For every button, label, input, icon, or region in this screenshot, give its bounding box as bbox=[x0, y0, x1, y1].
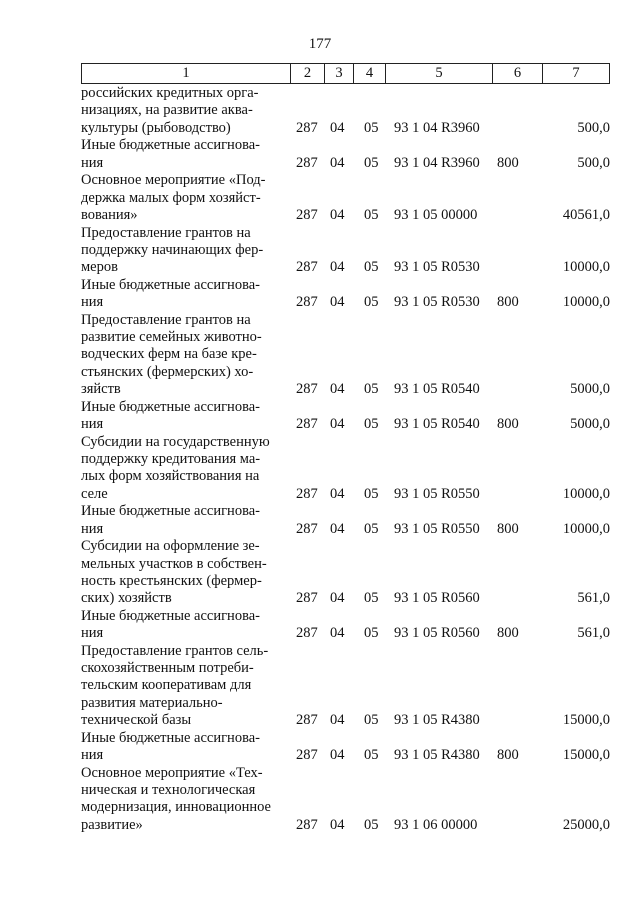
row-name-line: развитие семейных животно- bbox=[81, 329, 262, 346]
row-cell-c2: 287 bbox=[296, 485, 318, 502]
row-cell-c3: 04 bbox=[330, 415, 345, 432]
row-cell-c3: 04 bbox=[330, 119, 345, 136]
row-name-line: Субсидии на государственную bbox=[81, 433, 270, 450]
row-name-line: Иные бюджетные ассигнова- bbox=[81, 729, 260, 746]
row-cell-c2: 287 bbox=[296, 294, 318, 311]
row-cell-c2: 287 bbox=[296, 119, 318, 136]
table-row bbox=[81, 85, 610, 137]
table-row bbox=[81, 312, 610, 398]
row-cell-c4: 05 bbox=[364, 520, 379, 537]
row-cell-c3: 04 bbox=[330, 711, 345, 728]
row-cell-c6: 800 bbox=[497, 294, 519, 311]
row-name-line: Иные бюджетные ассигнова- bbox=[81, 276, 260, 293]
row-cell-c7: 5000,0 bbox=[570, 415, 610, 432]
row-cell-c7: 500,0 bbox=[577, 119, 610, 136]
row-name-line: ния bbox=[81, 625, 104, 642]
row-name-cell bbox=[81, 172, 281, 224]
row-cell-c6: 800 bbox=[497, 415, 519, 432]
row-cell-c6: 800 bbox=[497, 625, 519, 642]
row-name-line: лых форм хозяйствования на bbox=[81, 468, 260, 485]
row-cell-c4: 05 bbox=[364, 816, 379, 833]
row-name-line: низациях, на развитие аква- bbox=[81, 102, 253, 119]
row-name-line: Субсидии на оформление зе- bbox=[81, 538, 260, 555]
row-cell-c2: 287 bbox=[296, 206, 318, 223]
row-cell-c7: 10000,0 bbox=[562, 294, 610, 311]
row-cell-c4: 05 bbox=[364, 294, 379, 311]
row-name-line: тельским кооперативам для bbox=[81, 677, 252, 694]
row-name-line: поддержку начинающих фер- bbox=[81, 241, 264, 258]
row-name-cell bbox=[81, 225, 281, 277]
row-name-line: Предоставление грантов на bbox=[81, 224, 251, 241]
row-name-line: ния bbox=[81, 520, 104, 537]
row-name-cell bbox=[81, 277, 281, 312]
row-name-cell bbox=[81, 434, 281, 503]
row-cell-c5: 93 1 05 R0550 bbox=[394, 485, 480, 502]
row-name-line: Иные бюджетные ассигнова- bbox=[81, 398, 260, 415]
row-name-line: ских) хозяйств bbox=[81, 590, 172, 607]
row-cell-c5: 93 1 05 R0560 bbox=[394, 625, 480, 642]
row-cell-c2: 287 bbox=[296, 259, 318, 276]
row-cell-c2: 287 bbox=[296, 381, 318, 397]
row-name-line: меров bbox=[81, 259, 118, 276]
table-row bbox=[81, 608, 610, 643]
header-col-4: 4 bbox=[354, 64, 386, 83]
row-cell-c5: 93 1 05 R4380 bbox=[394, 711, 480, 728]
row-name-line: ность крестьянских (фермер- bbox=[81, 572, 262, 589]
row-cell-c4: 05 bbox=[364, 625, 379, 642]
row-cell-c2: 287 bbox=[296, 711, 318, 728]
row-cell-c4: 05 bbox=[364, 590, 379, 607]
row-name-line: Основное мероприятие «Тех- bbox=[81, 764, 263, 781]
row-cell-c7: 10000,0 bbox=[562, 259, 610, 276]
row-cell-c7: 10000,0 bbox=[562, 485, 610, 502]
row-name-line: модернизация, инновационное bbox=[81, 799, 271, 816]
row-name-line: развитие» bbox=[81, 816, 143, 833]
row-cell-c7: 10000,0 bbox=[562, 520, 610, 537]
row-name-line: зяйств bbox=[81, 381, 121, 397]
row-cell-c5: 93 1 05 R0540 bbox=[394, 415, 480, 432]
row-cell-c4: 05 bbox=[364, 381, 379, 397]
header-col-2: 2 bbox=[291, 64, 325, 83]
row-name-line: развития материально- bbox=[81, 694, 223, 711]
row-name-line: поддержку кредитования ма- bbox=[81, 450, 261, 467]
row-cell-c4: 05 bbox=[364, 415, 379, 432]
row-name-line: культуры (рыбоводство) bbox=[81, 119, 231, 136]
row-name-line: мельных участков в собствен- bbox=[81, 555, 267, 572]
row-name-cell bbox=[81, 608, 281, 643]
row-name-cell bbox=[81, 730, 281, 765]
row-cell-c3: 04 bbox=[330, 520, 345, 537]
row-name-line: Иные бюджетные ассигнова- bbox=[81, 137, 260, 154]
row-name-line: Иные бюджетные ассигнова- bbox=[81, 503, 260, 520]
row-cell-c5: 93 1 05 R0560 bbox=[394, 590, 480, 607]
row-name-line: Предоставление грантов сель- bbox=[81, 642, 269, 659]
table-row bbox=[81, 434, 610, 503]
table-header-row bbox=[81, 63, 610, 84]
row-name-line: ническая и технологическая bbox=[81, 781, 256, 798]
row-cell-c3: 04 bbox=[330, 816, 345, 833]
row-cell-c5: 93 1 05 R0530 bbox=[394, 259, 480, 276]
row-name-cell bbox=[81, 643, 281, 729]
row-cell-c4: 05 bbox=[364, 119, 379, 136]
row-name-cell bbox=[81, 399, 281, 434]
row-cell-c7: 15000,0 bbox=[562, 711, 610, 728]
row-cell-c2: 287 bbox=[296, 520, 318, 537]
row-name-line: ния bbox=[81, 294, 104, 311]
row-name-cell bbox=[81, 137, 281, 172]
row-cell-c7: 561,0 bbox=[577, 625, 610, 642]
row-name-line: стьянских (фермерских) хо- bbox=[81, 363, 254, 380]
row-name-line: скохозяйственным потреби- bbox=[81, 660, 254, 677]
row-cell-c7: 15000,0 bbox=[562, 746, 610, 763]
row-cell-c4: 05 bbox=[364, 154, 379, 171]
row-name-cell bbox=[81, 312, 281, 398]
table-row bbox=[81, 765, 610, 834]
row-cell-c3: 04 bbox=[330, 154, 345, 171]
row-name-cell bbox=[81, 85, 281, 137]
row-cell-c7: 561,0 bbox=[577, 590, 610, 607]
row-cell-c6: 800 bbox=[497, 520, 519, 537]
row-name-line: держка малых форм хозяйст- bbox=[81, 189, 261, 206]
row-cell-c5: 93 1 04 R3960 bbox=[394, 154, 480, 171]
row-cell-c2: 287 bbox=[296, 590, 318, 607]
row-cell-c3: 04 bbox=[330, 746, 345, 763]
table-row bbox=[81, 643, 610, 729]
row-name-cell bbox=[81, 538, 281, 607]
table-row bbox=[81, 503, 610, 538]
row-cell-c5: 93 1 06 00000 bbox=[394, 816, 478, 833]
row-name-line: ния bbox=[81, 746, 104, 763]
table-row bbox=[81, 277, 610, 312]
row-name-cell bbox=[81, 765, 281, 834]
row-cell-c4: 05 bbox=[364, 485, 379, 502]
row-name-line: Предоставление грантов на bbox=[81, 311, 251, 328]
row-cell-c4: 05 bbox=[364, 259, 379, 276]
row-cell-c5: 93 1 05 00000 bbox=[394, 206, 478, 223]
table-row bbox=[81, 538, 610, 607]
row-cell-c3: 04 bbox=[330, 381, 345, 397]
row-cell-c2: 287 bbox=[296, 746, 318, 763]
row-name-line: Иные бюджетные ассигнова- bbox=[81, 607, 260, 624]
row-cell-c3: 04 bbox=[330, 590, 345, 607]
table-row bbox=[81, 172, 610, 224]
row-name-line: водческих ферм на базе кре- bbox=[81, 346, 257, 363]
row-cell-c7: 5000,0 bbox=[570, 381, 610, 397]
row-cell-c2: 287 bbox=[296, 415, 318, 432]
row-name-line: вования» bbox=[81, 206, 138, 223]
row-cell-c2: 287 bbox=[296, 625, 318, 642]
row-cell-c7: 25000,0 bbox=[562, 816, 610, 833]
row-cell-c3: 04 bbox=[330, 294, 345, 311]
header-col-5: 5 bbox=[386, 64, 493, 83]
row-cell-c5: 93 1 05 R0530 bbox=[394, 294, 480, 311]
row-cell-c3: 04 bbox=[330, 259, 345, 276]
row-cell-c6: 800 bbox=[497, 154, 519, 171]
row-cell-c3: 04 bbox=[330, 206, 345, 223]
table-row bbox=[81, 225, 610, 277]
row-name-cell bbox=[81, 503, 281, 538]
row-cell-c3: 04 bbox=[330, 625, 345, 642]
row-name-line: технической базы bbox=[81, 711, 192, 728]
table-row bbox=[81, 399, 610, 434]
row-cell-c7: 500,0 bbox=[577, 154, 610, 171]
row-cell-c4: 05 bbox=[364, 206, 379, 223]
row-cell-c4: 05 bbox=[364, 746, 379, 763]
table-body bbox=[81, 85, 610, 834]
row-name-line: ния bbox=[81, 154, 104, 171]
row-cell-c5: 93 1 05 R4380 bbox=[394, 746, 480, 763]
table-row bbox=[81, 730, 610, 765]
page-number: 177 bbox=[308, 36, 332, 52]
row-cell-c2: 287 bbox=[296, 154, 318, 171]
row-cell-c7: 40561,0 bbox=[562, 206, 610, 223]
header-col-6: 6 bbox=[493, 64, 543, 83]
header-col-7: 7 bbox=[572, 65, 580, 81]
row-name-line: Основное мероприятие «Под- bbox=[81, 172, 266, 189]
row-cell-c6: 800 bbox=[497, 746, 519, 763]
table-row bbox=[81, 137, 610, 172]
row-cell-c5: 93 1 05 R0540 bbox=[394, 381, 480, 397]
row-name-line: ния bbox=[81, 415, 104, 432]
row-cell-c5: 93 1 04 R3960 bbox=[394, 119, 480, 136]
row-cell-c5: 93 1 05 R0550 bbox=[394, 520, 480, 537]
row-cell-c3: 04 bbox=[330, 485, 345, 502]
row-name-line: селе bbox=[81, 485, 108, 502]
header-col-1: 1 bbox=[82, 64, 291, 83]
row-cell-c2: 287 bbox=[296, 816, 318, 833]
header-col-3: 3 bbox=[325, 64, 354, 83]
row-cell-c4: 05 bbox=[364, 711, 379, 728]
row-name-line: российских кредитных орга- bbox=[81, 85, 259, 101]
